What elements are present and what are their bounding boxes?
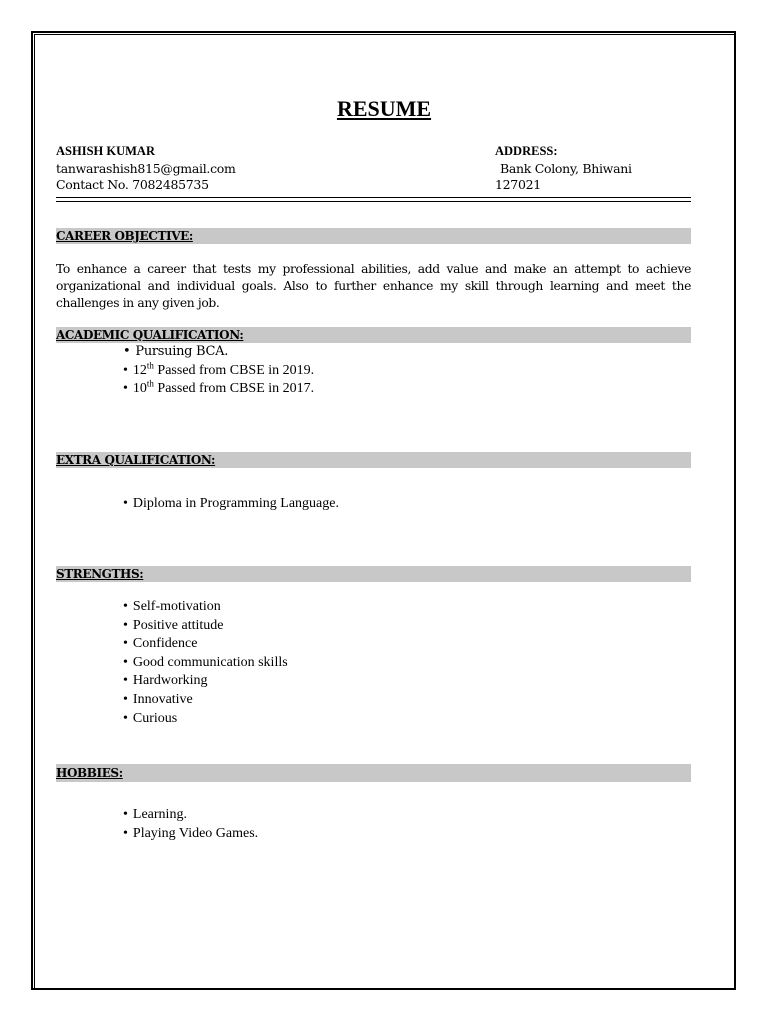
list-item: • 12th Passed from CBSE in 2019. bbox=[123, 362, 314, 381]
section-bar-extra bbox=[56, 452, 691, 468]
list-item: • Positive attitude bbox=[123, 617, 288, 636]
section-bar-hobbies bbox=[56, 764, 691, 782]
list-item: • Self-motivation bbox=[123, 598, 288, 617]
list-item: • Innovative bbox=[123, 691, 288, 710]
career-objective-text: To enhance a career that tests my professional abilities, add value and make an attempt to achieve organizational and individual goals. Also to further enhance my skill through learning and meet the challenges in any given job. bbox=[56, 262, 691, 310]
list-item: • Learning. bbox=[123, 806, 258, 825]
address-label: ADDRESS: bbox=[495, 144, 558, 158]
header-divider-bottom bbox=[56, 201, 691, 202]
list-item: • Confidence bbox=[123, 635, 288, 654]
hobbies-list bbox=[123, 806, 258, 843]
section-heading-strengths: STRENGTHS: bbox=[56, 567, 144, 581]
address-line-2: 127021 bbox=[495, 177, 541, 192]
candidate-contact: Contact No. 7082485735 bbox=[56, 177, 209, 192]
section-heading-career-objective: CAREER OBJECTIVE: bbox=[56, 229, 193, 243]
section-heading-extra: EXTRA QUALIFICATION: bbox=[56, 453, 216, 467]
section-bar-career-objective bbox=[56, 228, 691, 244]
strengths-list bbox=[123, 598, 288, 728]
list-item: • Hardworking bbox=[123, 672, 288, 691]
resume-title: RESUME bbox=[336, 96, 432, 121]
list-item: • 10th Passed from CBSE in 2017. bbox=[123, 380, 314, 399]
extra-list bbox=[123, 495, 339, 514]
section-bar-strengths bbox=[56, 566, 691, 582]
list-item: • Pursuing BCA. bbox=[123, 343, 314, 362]
address-line-1: Bank Colony, Bhiwani bbox=[500, 161, 632, 176]
section-heading-academic: ACADEMIC QUALIFICATION: bbox=[56, 328, 244, 342]
list-item: • Good communication skills bbox=[123, 654, 288, 673]
academic-list bbox=[123, 343, 314, 399]
list-item: • Diploma in Programming Language. bbox=[123, 495, 339, 514]
section-bar-academic bbox=[56, 327, 691, 343]
candidate-name: ASHISH KUMAR bbox=[56, 144, 155, 158]
section-heading-hobbies: HOBBIES: bbox=[56, 766, 123, 780]
header-divider-top bbox=[56, 197, 691, 198]
list-item: • Playing Video Games. bbox=[123, 825, 258, 844]
candidate-email: tanwarashish815@gmail.com bbox=[56, 161, 236, 176]
list-item: • Curious bbox=[123, 710, 288, 729]
